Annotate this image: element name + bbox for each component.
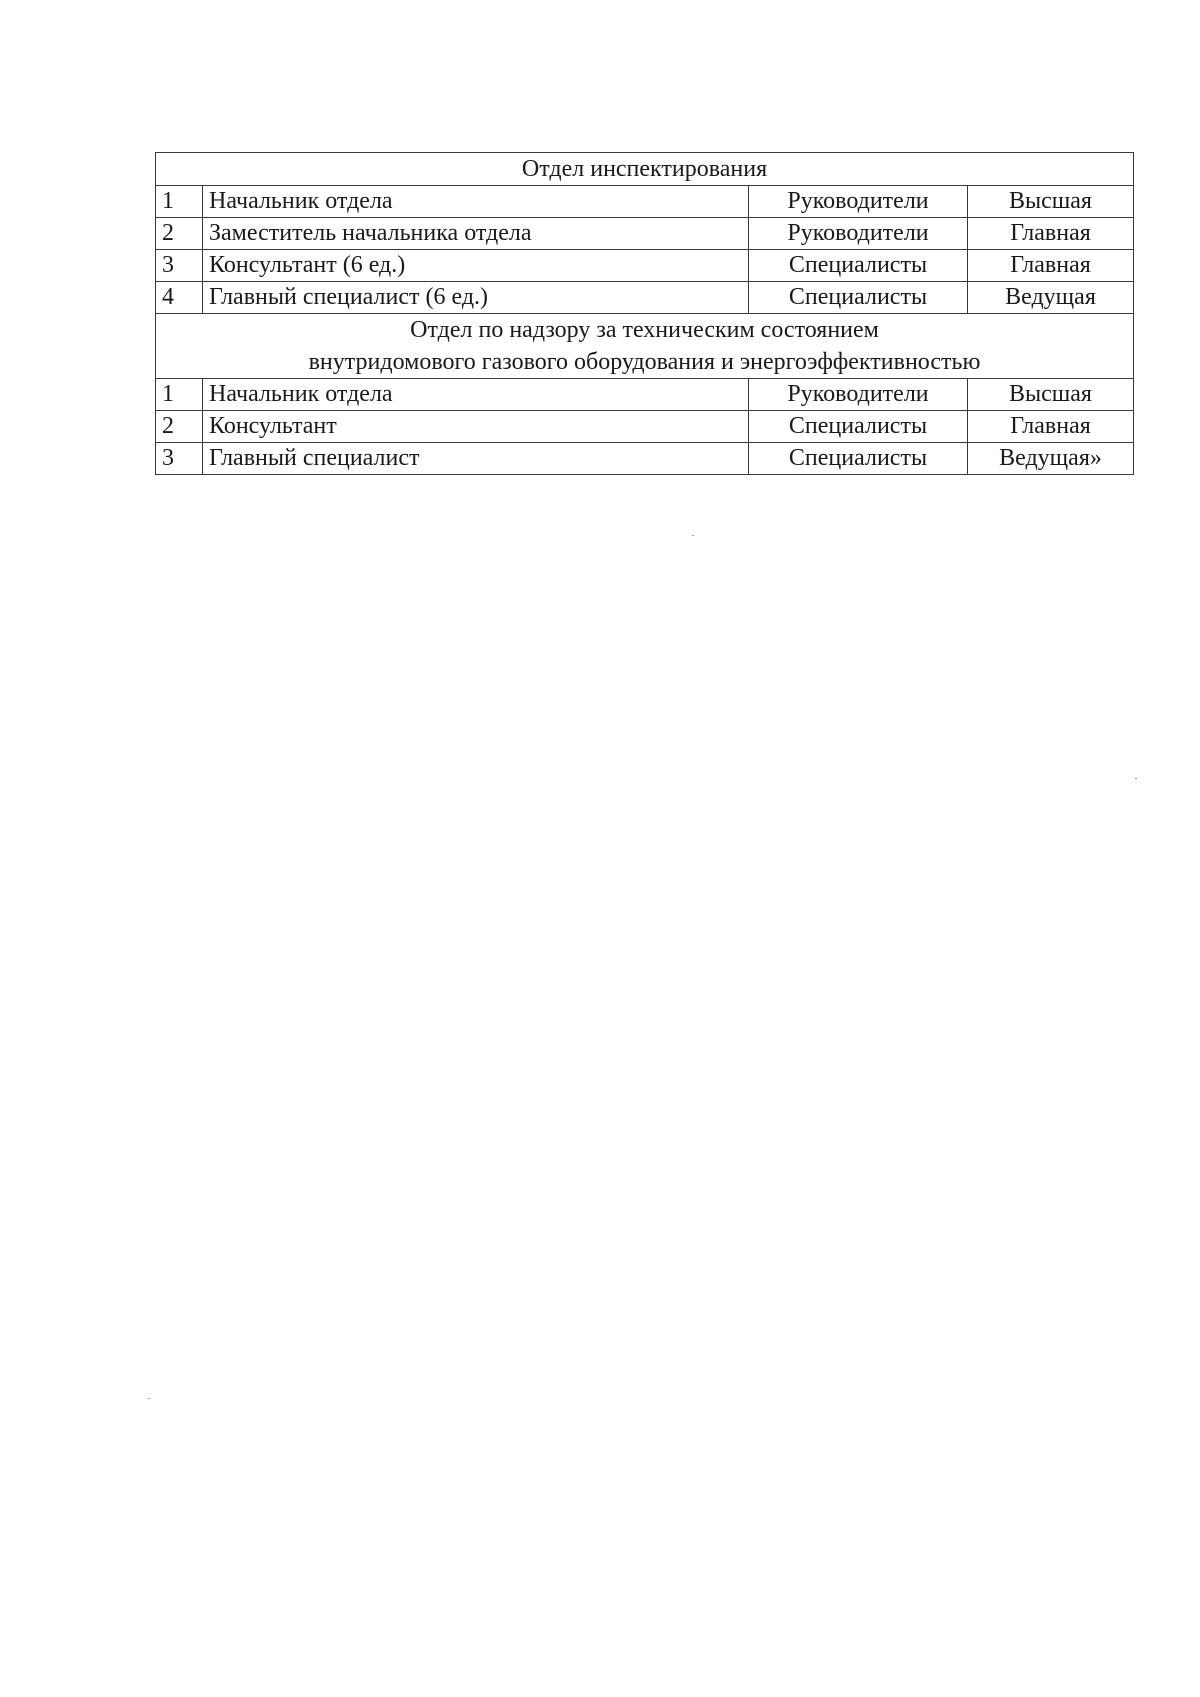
table-row <box>156 282 1134 314</box>
position-group: Руководители <box>749 218 968 250</box>
section-heading <box>156 314 1134 379</box>
position-category: Главная <box>968 250 1134 282</box>
position-category: Главная <box>968 411 1134 443</box>
position-group: Специалисты <box>749 250 968 282</box>
row-number: 3 <box>156 250 203 282</box>
table-row <box>156 443 1134 475</box>
row-number: 3 <box>156 443 203 475</box>
row-number: 2 <box>156 218 203 250</box>
position-category: Высшая <box>968 186 1134 218</box>
staff-table <box>155 152 1134 475</box>
position-group: Руководители <box>749 379 968 411</box>
position-category: Главная <box>968 218 1134 250</box>
position-title: Главный специалист (6 ед.) <box>203 282 749 314</box>
section-heading-line: внутридомового газового оборудования и энергоэффективностью <box>308 349 981 375</box>
position-title: Консультант (6 ед.) <box>203 250 749 282</box>
position-category: Высшая <box>968 379 1134 411</box>
table-row <box>156 186 1134 218</box>
table-row <box>156 250 1134 282</box>
row-number: 2 <box>156 411 203 443</box>
table-row <box>156 218 1134 250</box>
row-number: 1 <box>156 186 203 218</box>
row-number: 4 <box>156 282 203 314</box>
position-title: Главный специалист <box>203 443 749 475</box>
section-heading-line: Отдел инспектирования <box>521 156 768 182</box>
position-group: Руководители <box>749 186 968 218</box>
position-title: Начальник отдела <box>203 379 749 411</box>
section-heading-row <box>156 153 1134 186</box>
table-row <box>156 379 1134 411</box>
position-title: Заместитель начальника отдела <box>203 218 749 250</box>
row-number: 1 <box>156 379 203 411</box>
scan-speck <box>692 535 694 536</box>
position-group: Специалисты <box>749 443 968 475</box>
section-heading <box>156 153 1134 186</box>
position-group: Специалисты <box>749 411 968 443</box>
section-heading-line: Отдел по надзору за техническим состоянием <box>410 317 879 343</box>
scan-speck <box>148 1398 150 1399</box>
position-category: Ведущая <box>968 282 1134 314</box>
section-heading-row <box>156 314 1134 379</box>
position-group: Специалисты <box>749 282 968 314</box>
scan-speck <box>1135 778 1137 779</box>
table-row <box>156 411 1134 443</box>
position-category: Ведущая» <box>968 443 1134 475</box>
position-title: Начальник отдела <box>203 186 749 218</box>
position-title: Консультант <box>203 411 749 443</box>
